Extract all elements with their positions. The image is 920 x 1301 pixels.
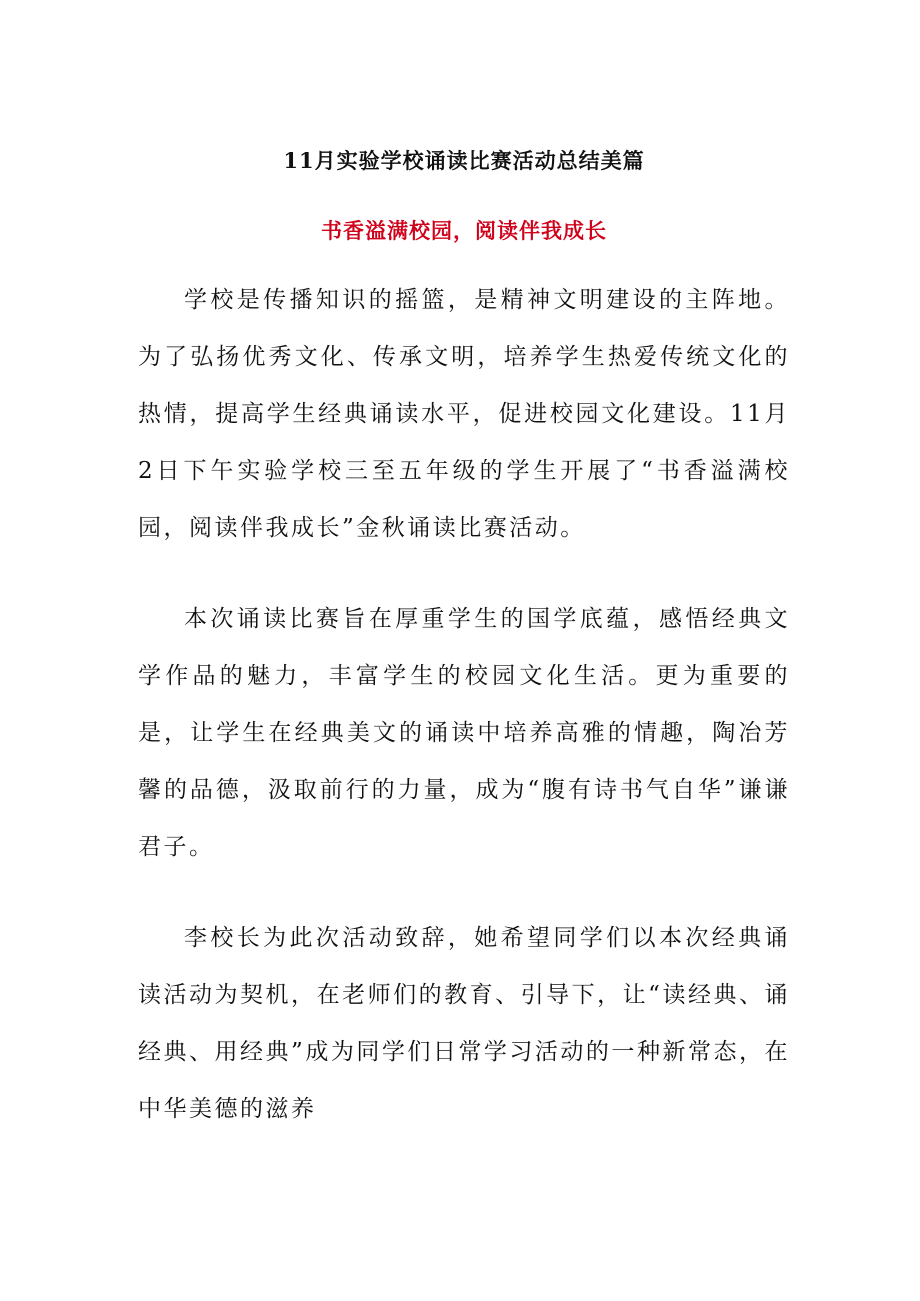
document-subtitle: 书香溢满校园，阅读伴我成长 bbox=[321, 218, 607, 243]
paragraph-2: 本次诵读比赛旨在厚重学生的国学底蕴，感悟经典文学作品的魅力，丰富学生的校园文化生活。更为重要的是，让学生在经典美文的诵读中培养高雅的情趣，陶冶芳馨的品德，汲取前行的力量，成为“腹有诗书气自华”谦谦君子。 bbox=[138, 606, 790, 860]
paragraph-1: 学校是传播知识的摇篮，是精神文明建设的主阵地。为了弘扬优秀文化、传承文明，培养学生热爱传统文化的热情，提高学生经典诵读水平，促进校园文化建设。11月2日下午实验学校三至五年级的学生开展了“书香溢满校园，阅读伴我成长”金秋诵读比赛活动。 bbox=[138, 287, 790, 541]
document-body bbox=[138, 138, 790, 1138]
paragraph-3: 李校长为此次活动致辞，她希望同学们以本次经典诵读活动为契机，在老师们的教育、引导下，让“读经典、诵经典、用经典”成为同学们日常学习活动的一种新常态，在中华美德的滋养 bbox=[138, 925, 790, 1122]
document-title: 11月实验学校诵读比赛活动总结美篇 bbox=[283, 148, 645, 173]
